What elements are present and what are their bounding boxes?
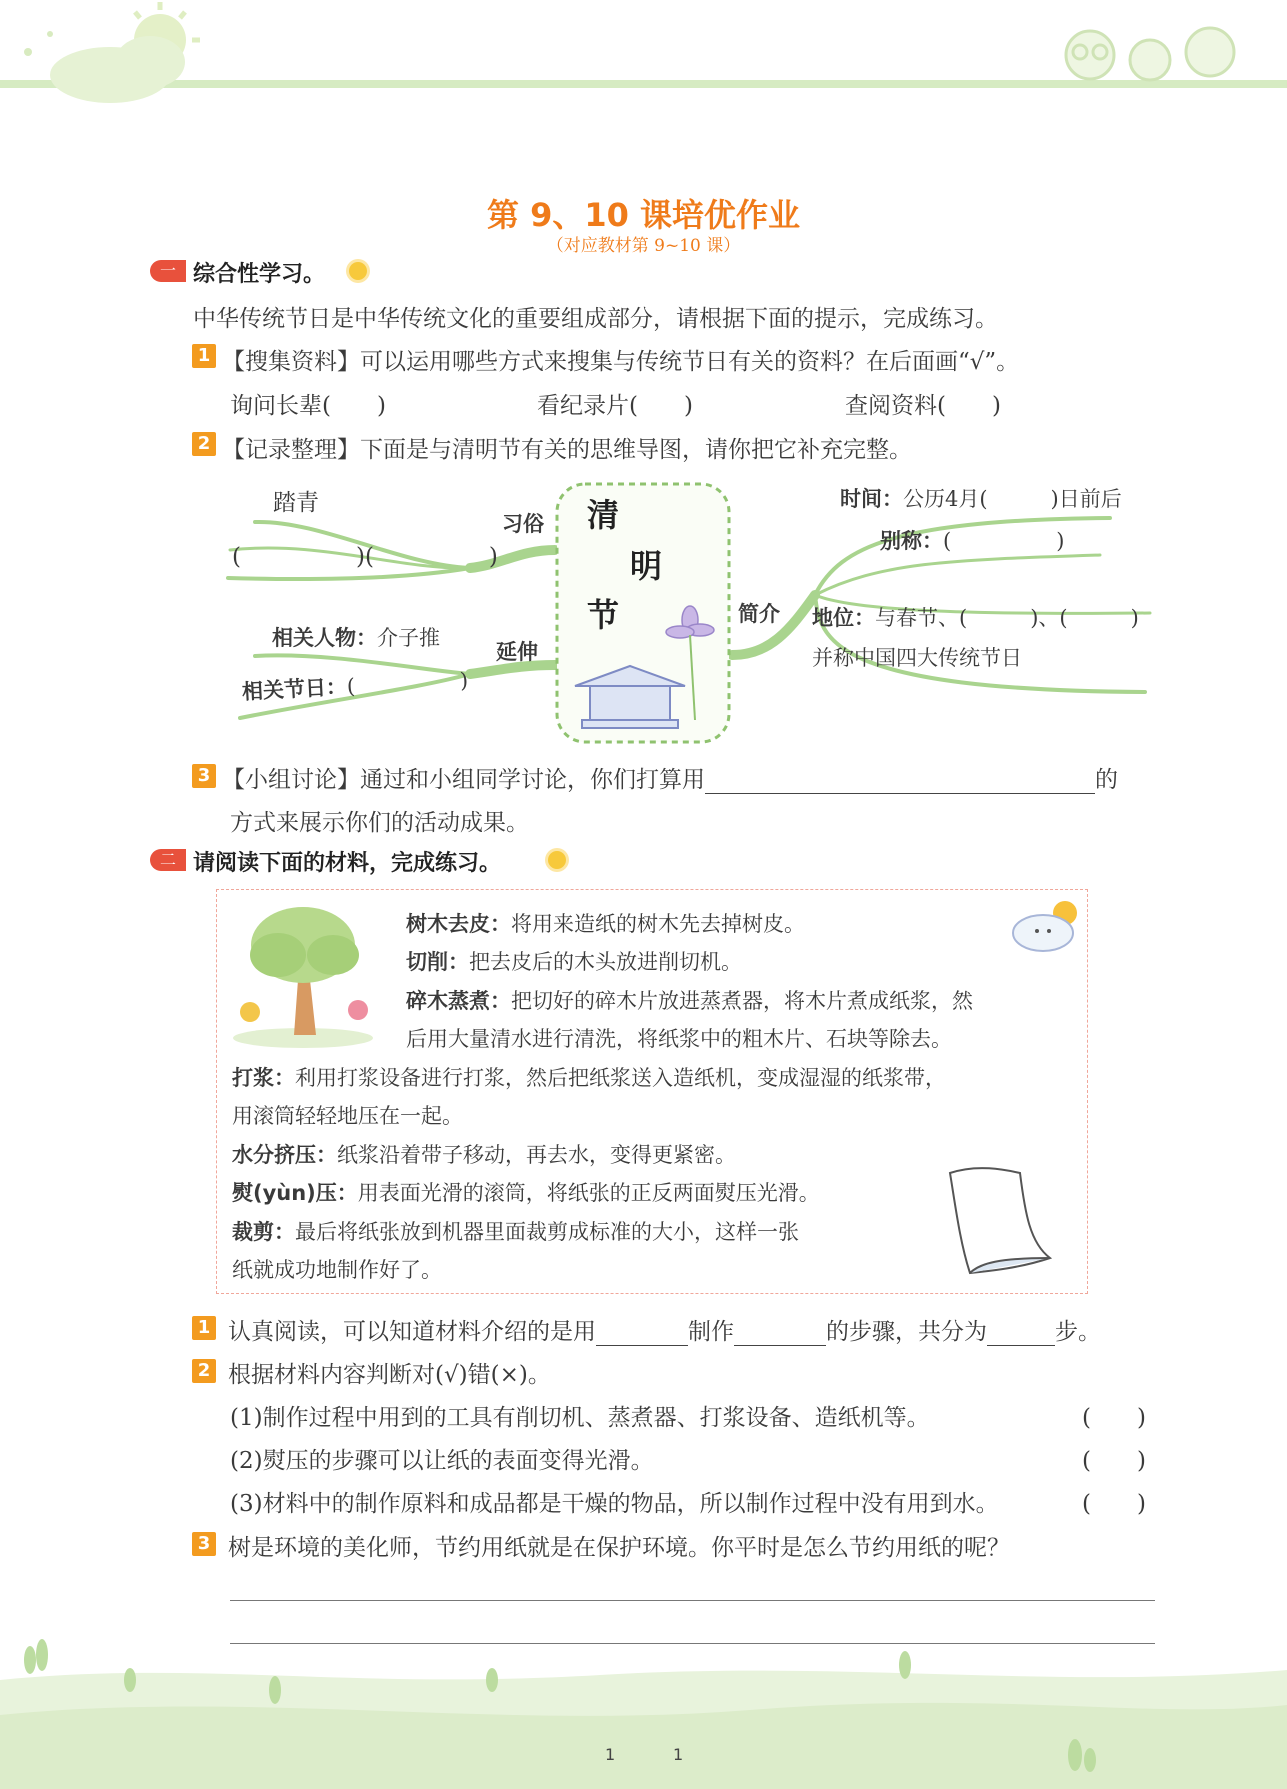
related-person [272, 622, 440, 652]
s2-question-2-text: 根据材料内容判断对(√)错(×)。 [228, 1362, 551, 1388]
question-3-text-post: 的 [1095, 767, 1118, 793]
intro-time-blank[interactable]: 公历4月( )日前后 [903, 487, 1122, 511]
lightbulb-icon [548, 851, 566, 869]
material-label: 树木去皮： [406, 912, 511, 936]
intro-time [840, 483, 1122, 513]
material-text: 后用大量清水进行清洗，将纸浆中的粗木片、石块等除去。 [406, 1027, 952, 1051]
header-decoration [0, 0, 1287, 110]
material-text: 把切好的碎木片放进蒸煮器，将木片煮成纸浆，然 [511, 989, 973, 1013]
animal-friends-icon [1066, 28, 1234, 80]
material-text: 纸就成功地制作好了。 [232, 1258, 442, 1282]
intro-status-line2: 并称中国四大传统节日 [812, 646, 1022, 670]
s2-q1-text: 认真阅读，可以知道材料介绍的是用 [228, 1319, 596, 1345]
material-line [232, 1216, 799, 1246]
question-3-line2: 方式来展示你们的活动成果。 [230, 810, 529, 836]
branch-label-intro: 简介 [738, 602, 780, 626]
page-subtitle: （对应教材第 9~10 课） [546, 236, 741, 256]
s2-q1-text: 制作 [688, 1319, 734, 1345]
material-text: 纸浆沿着带子移动，再去水，变得更紧密。 [337, 1143, 736, 1167]
section-1-intro: 中华传统节日是中华传统文化的重要组成部分，请根据下面的提示，完成练习。 [193, 306, 998, 332]
material-text: 用滚筒轻轻地压在一起。 [232, 1104, 463, 1128]
judge-bracket[interactable]: ( ) [1082, 1491, 1146, 1517]
intro-alias [880, 525, 1064, 555]
material-label: 切削： [406, 950, 469, 974]
lightbulb-icon [349, 262, 367, 280]
branch-label-custom: 习俗 [502, 512, 544, 536]
page-number-right: 1 [673, 1745, 684, 1764]
paper-sheet-icon [940, 1163, 1070, 1278]
intro-alias-blank[interactable]: ( ) [943, 529, 1065, 553]
intro-status-label: 地位： [812, 606, 875, 630]
question-number-badge: 2 [192, 1359, 216, 1383]
mind-map-center-char-3: 节 [587, 596, 620, 634]
question-number-badge: 1 [192, 344, 216, 368]
judge-item-1: (1)制作过程中用到的工具有削切机、蒸煮器、打浆设备、造纸机等。 [230, 1405, 930, 1431]
mind-map-center-char-1: 清 [587, 496, 620, 534]
material-text: 最后将纸张放到机器里面裁剪成标准的大小，这样一张 [295, 1220, 799, 1244]
section-1-heading: 综合性学习。 [193, 262, 326, 287]
answer-blank-display-method[interactable] [705, 773, 1095, 794]
material-text: 将用来造纸的树木先去掉树皮。 [511, 912, 805, 936]
question-2-text: 【记录整理】下面是与清明节有关的思维导图，请你把它补充完整。 [222, 437, 912, 463]
question-number-badge: 3 [192, 764, 216, 788]
material-line [232, 1100, 463, 1130]
judge-bracket[interactable]: ( ) [1082, 1448, 1146, 1474]
material-line [406, 985, 973, 1015]
branch-label-extension: 延伸 [496, 640, 538, 664]
question-number-badge: 3 [192, 1532, 216, 1556]
related-person-label: 相关人物： [272, 626, 377, 650]
answer-blank-material[interactable] [596, 1325, 688, 1346]
material-label: 熨(yùn)压： [232, 1181, 358, 1205]
s2-q1-text: 步。 [1055, 1319, 1101, 1345]
custom-item-qingming-outing: 踏青 [273, 490, 319, 516]
option-ask-elders[interactable]: 询问长辈( ) [230, 393, 386, 419]
custom-item-blanks[interactable]: ( )( ) [232, 544, 498, 570]
material-text: 利用打浆设备进行打浆，然后把纸浆送入造纸机，变成湿湿的纸浆带， [295, 1066, 946, 1090]
answer-writing-line[interactable] [230, 1600, 1155, 1601]
material-label: 水分挤压： [232, 1143, 337, 1167]
tree-icon [228, 900, 378, 1050]
question-number-badge: 2 [192, 432, 216, 456]
section-2-badge: 二 [150, 849, 186, 871]
material-label: 裁剪： [232, 1220, 295, 1244]
answer-blank-product[interactable] [734, 1325, 826, 1346]
section-2-heading: 请阅读下面的材料，完成练习。 [193, 851, 502, 876]
material-line [232, 1177, 820, 1207]
page-number-left: 1 [605, 1745, 616, 1764]
material-line [406, 1023, 952, 1053]
judge-bracket[interactable]: ( ) [1082, 1405, 1146, 1431]
intro-time-label: 时间： [840, 487, 903, 511]
cloud-sun-icon [1005, 893, 1085, 958]
question-3-text-pre: 【小组讨论】通过和小组同学讨论，你们打算用 [222, 767, 705, 793]
page-title: 第 9、10 课培优作业 [486, 196, 801, 234]
material-text: 把去皮后的木头放进削切机。 [469, 950, 742, 974]
material-line [406, 946, 742, 976]
material-text: 用表面光滑的滚筒，将纸张的正反两面熨压光滑。 [357, 1181, 820, 1205]
intro-status [812, 602, 1139, 632]
intro-status-blank[interactable]: 与春节、( )、( ) [875, 606, 1139, 630]
question-1-text: 【搜集资料】可以运用哪些方式来搜集与传统节日有关的资料？在后面画“√”。 [222, 349, 1020, 375]
material-line [232, 1139, 736, 1169]
cloud-icon [50, 36, 185, 103]
s2-question-3-text: 树是环境的美化师，节约用纸就是在保护环境。你平时是怎么节约用纸的呢？ [228, 1535, 1010, 1561]
material-line [406, 908, 805, 938]
material-label: 打浆： [232, 1066, 295, 1090]
option-watch-documentary[interactable]: 看纪录片( ) [537, 393, 693, 419]
s2-question-1 [228, 1313, 1101, 1346]
intro-alias-label: 别称： [880, 529, 943, 553]
landscape-decoration [0, 1620, 1287, 1789]
related-person-value: 介子推 [377, 626, 440, 650]
star-icon [24, 31, 53, 56]
related-festival-blank[interactable]: ( ) [346, 668, 469, 699]
material-label: 碎木蒸煮： [406, 989, 511, 1013]
section-1-badge: 一 [150, 260, 186, 282]
s2-q1-text: 的步骤，共分为 [826, 1319, 987, 1345]
judge-item-3: (3)材料中的制作原料和成品都是干燥的物品，所以制作过程中没有用到水。 [230, 1491, 999, 1517]
answer-blank-step-count[interactable] [987, 1325, 1055, 1346]
option-consult-materials[interactable]: 查阅资料( ) [845, 393, 1001, 419]
mind-map-center-char-2: 明 [630, 547, 663, 585]
material-line [232, 1062, 946, 1092]
judge-item-2: (2)熨压的步骤可以让纸的表面变得光滑。 [230, 1448, 654, 1474]
related-festival-label: 相关节日： [241, 674, 348, 704]
question-number-badge: 1 [192, 1316, 216, 1340]
material-line [232, 1254, 442, 1284]
question-3-line1 [222, 761, 1118, 794]
